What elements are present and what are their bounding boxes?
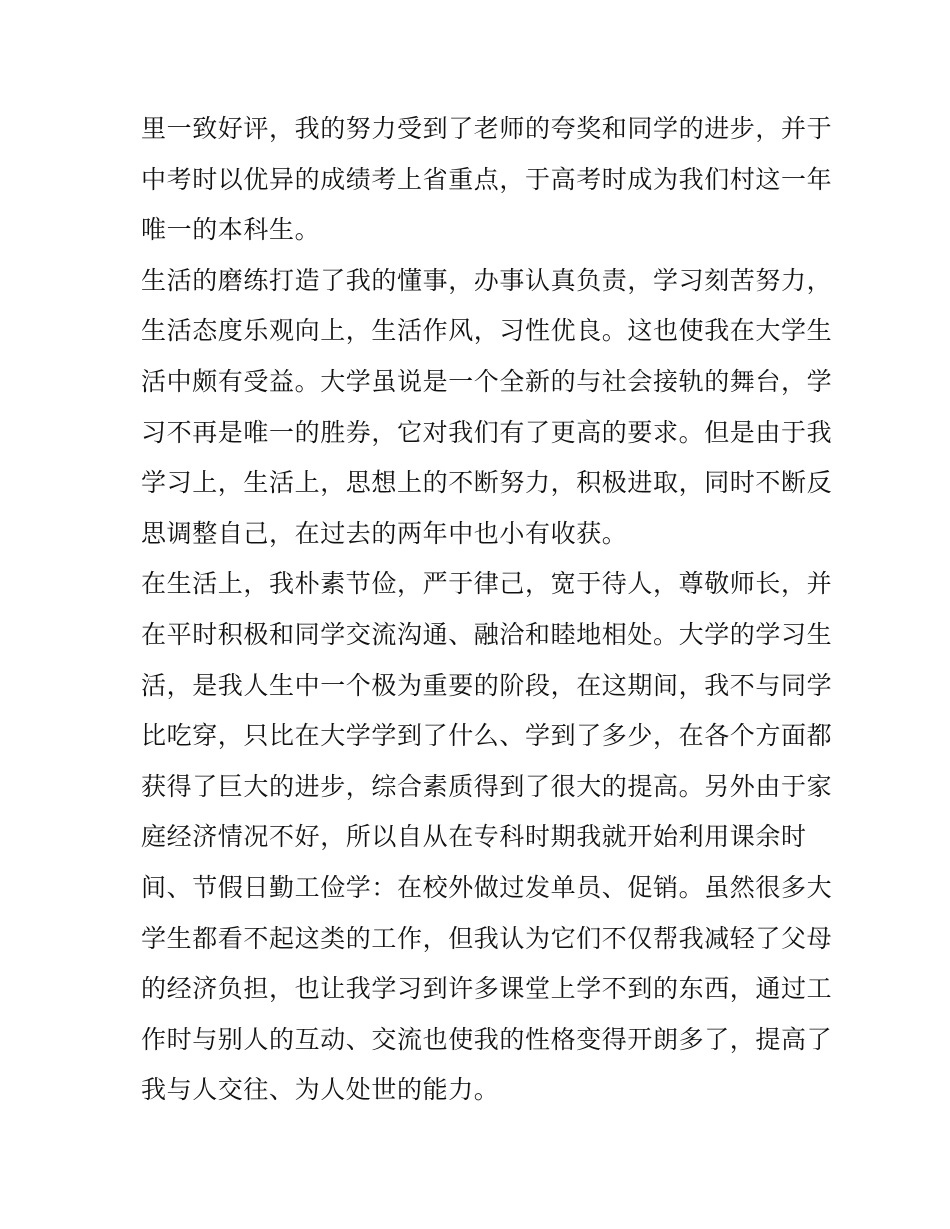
text-line: 习不再是唯一的胜券，它对我们有了更高的要求。但是由于我 (141, 417, 833, 447)
text-line: 学生都看不起这类的工作，但我认为它们不仅帮我减轻了父母 (141, 923, 833, 953)
document-body (141, 104, 833, 1116)
text-line: 作时与别人的互动、交流也使我的性格变得开朗多了，提高了 (141, 1024, 833, 1054)
text-line: 活，是我人生中一个极为重要的阶段，在这期间，我不与同学 (141, 670, 833, 700)
text-line: 唯一的本科生。 (141, 215, 321, 245)
text-line: 里一致好评，我的努力受到了老师的夸奖和同学的进步，并于 (141, 114, 833, 143)
text-line: 思调整自己，在过去的两年中也小有收获。 (141, 518, 628, 548)
text-line: 生活的磨练打造了我的懂事，办事认真负责，学习刻苦努力， (141, 265, 833, 295)
text-line: 获得了巨大的进步，综合素质得到了很大的提高。另外由于家 (141, 771, 833, 801)
text-line: 间、节假日勤工俭学：在校外做过发单员、促销。虽然很多大 (141, 872, 833, 902)
text-line: 我与人交往、为人处世的能力。 (141, 1075, 500, 1105)
text-line: 中考时以优异的成绩考上省重点，于高考时成为我们村这一年 (141, 164, 833, 194)
text-line: 生活态度乐观向上，生活作风，习性优良。这也使我在大学生 (141, 316, 833, 346)
text-line: 的经济负担，也让我学习到许多课堂上学不到的东西，通过工 (141, 974, 833, 1004)
text-line: 在平时积极和同学交流沟通、融洽和睦地相处。大学的学习生 (141, 619, 833, 649)
text-line: 比吃穿，只比在大学学到了什么、学到了多少，在各个方面都 (141, 721, 833, 751)
text-line: 在生活上，我朴素节俭，严于律己，宽于待人，尊敬师长，并 (141, 569, 833, 599)
text-line: 庭经济情况不好，所以自从在专科时期我就开始利用课余时 (141, 822, 807, 852)
text-line: 学习上，生活上，思想上的不断努力，积极进取，同时不断反 (141, 468, 833, 498)
text-line: 活中颇有受益。大学虽说是一个全新的与社会接轨的舞台，学 (141, 366, 833, 396)
